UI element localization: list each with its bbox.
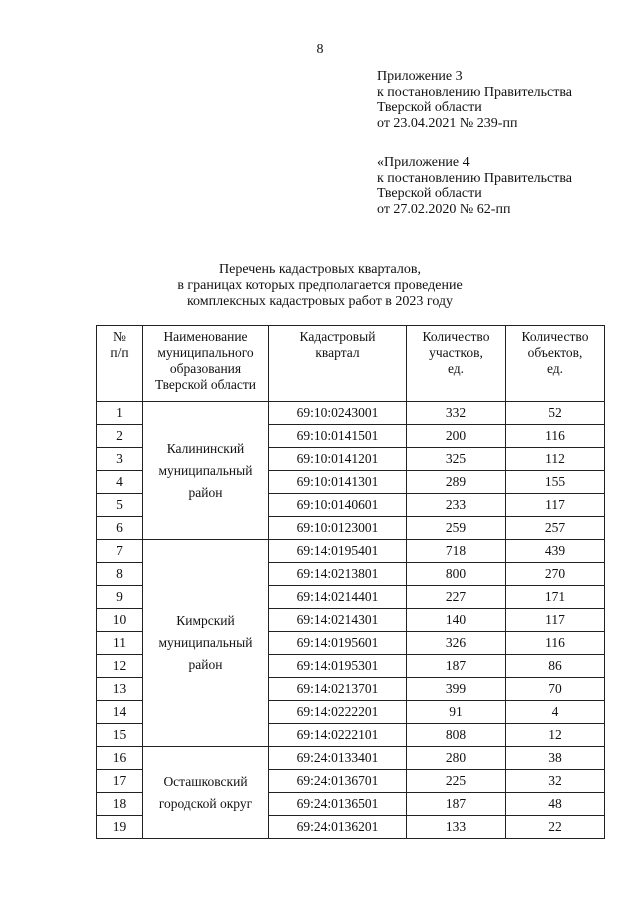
cadastral-quarters-table: [96, 325, 605, 839]
plots-count: 325: [407, 448, 506, 471]
header-plots-line: Количество: [422, 329, 490, 344]
appendix-3-line: Приложение 3: [377, 69, 463, 84]
row-number: 16: [97, 747, 143, 770]
appendix-3-line: Тверской области: [377, 100, 482, 115]
cadastral-quarter: 69:24:0136501: [269, 793, 407, 816]
table-row: [97, 540, 605, 563]
plots-count: 332: [407, 402, 506, 425]
cadastral-quarter: 69:14:0195601: [269, 632, 407, 655]
municipality-name: [143, 747, 269, 839]
plots-count: 225: [407, 770, 506, 793]
appendix-4-line: к постановлению Правительства: [377, 170, 573, 186]
row-number: 10: [97, 609, 143, 632]
municipality-name-line: муниципальный: [158, 635, 253, 650]
cadastral-quarter: 69:10:0243001: [269, 402, 407, 425]
objects-count: 38: [506, 747, 605, 770]
header-quarter-line: квартал: [315, 345, 360, 360]
header-municipality-line: Тверской области: [155, 377, 256, 392]
plots-count: 187: [407, 655, 506, 678]
municipality-name-line: район: [188, 484, 223, 500]
cadastral-quarter: 69:10:0140601: [269, 494, 407, 517]
row-number: 5: [97, 494, 143, 517]
row-number: 13: [97, 678, 143, 701]
objects-count: 22: [506, 816, 605, 839]
appendix-3-line: к постановлению Правительства: [377, 84, 573, 100]
objects-count: 270: [506, 563, 605, 586]
row-number: 6: [97, 517, 143, 540]
plots-count: 718: [407, 540, 506, 563]
objects-count: 32: [506, 770, 605, 793]
title-line: в границах которых предполагается проведение: [177, 278, 463, 293]
header-plots-line: участков,: [429, 345, 483, 360]
plots-count: 289: [407, 471, 506, 494]
cadastral-quarter: 69:24:0136701: [269, 770, 407, 793]
row-number: 1: [97, 402, 143, 425]
row-number: 12: [97, 655, 143, 678]
plots-count: 808: [407, 724, 506, 747]
header-quarter-line: Кадастровый: [299, 329, 376, 344]
cadastral-quarter: 69:14:0213701: [269, 678, 407, 701]
objects-count: 117: [506, 494, 605, 517]
cadastral-quarter: 69:14:0214401: [269, 586, 407, 609]
header-municipality-line: муниципального: [157, 345, 254, 360]
plots-count: 399: [407, 678, 506, 701]
header-num-line: п/п: [110, 345, 129, 360]
cadastral-quarter: 69:14:0213801: [269, 563, 407, 586]
objects-count: 70: [506, 678, 605, 701]
plots-count: 91: [407, 701, 506, 724]
table-header: [97, 326, 605, 402]
header-objects-line: ед.: [546, 361, 564, 376]
municipality-name: [143, 402, 269, 540]
plots-count: 133: [407, 816, 506, 839]
header-municipality-line: образования: [169, 361, 242, 376]
cadastral-quarter: 69:14:0222201: [269, 701, 407, 724]
objects-count: 52: [506, 402, 605, 425]
plots-count: 800: [407, 563, 506, 586]
appendix-4-reference: [377, 155, 572, 217]
row-number: 8: [97, 563, 143, 586]
appendix-4-line: Тверской области: [377, 186, 482, 201]
cadastral-quarter: 69:10:0141301: [269, 471, 407, 494]
cadastral-quarter: 69:10:0141501: [269, 425, 407, 448]
header-plots-line: ед.: [447, 361, 465, 376]
row-number: 9: [97, 586, 143, 609]
header-row: [97, 326, 605, 402]
header-objects-line: Количество: [521, 329, 589, 344]
header-num-line: №: [113, 329, 126, 344]
cadastral-quarter: 69:24:0133401: [269, 747, 407, 770]
header-plots: [407, 326, 506, 402]
header-num: [97, 326, 143, 402]
cadastral-quarter: 69:24:0136201: [269, 816, 407, 839]
row-number: 19: [97, 816, 143, 839]
row-number: 3: [97, 448, 143, 471]
municipality-name-line: Осташковский: [163, 773, 248, 789]
objects-count: 12: [506, 724, 605, 747]
table-body: [97, 402, 605, 839]
municipality-name-line: Калининский: [166, 440, 245, 456]
appendix-3-reference: [377, 69, 572, 131]
plots-count: 326: [407, 632, 506, 655]
municipality-name-line: Кимрский: [176, 613, 235, 628]
objects-count: 116: [506, 425, 605, 448]
title-line: комплексных кадастровых работ в 2023 году: [186, 294, 454, 309]
header-objects-line: объектов,: [527, 345, 583, 360]
plots-count: 280: [407, 747, 506, 770]
plots-count: 233: [407, 494, 506, 517]
cadastral-quarter: 69:10:0141201: [269, 448, 407, 471]
row-number: 7: [97, 540, 143, 563]
row-number: 2: [97, 425, 143, 448]
objects-count: 171: [506, 586, 605, 609]
title-line: Перечень кадастровых кварталов,: [219, 262, 421, 277]
municipality-name: [143, 540, 269, 747]
objects-count: 86: [506, 655, 605, 678]
table-row: [97, 402, 605, 425]
objects-count: 4: [506, 701, 605, 724]
cadastral-quarter: 69:14:0222101: [269, 724, 407, 747]
municipality-name-line: городской округ: [158, 795, 253, 811]
row-number: 14: [97, 701, 143, 724]
header-objects: [506, 326, 605, 402]
plots-count: 259: [407, 517, 506, 540]
row-number: 15: [97, 724, 143, 747]
header-municipality-line: Наименование: [163, 329, 248, 344]
row-number: 17: [97, 770, 143, 793]
objects-count: 48: [506, 793, 605, 816]
cadastral-quarter: 69:14:0195301: [269, 655, 407, 678]
row-number: 11: [97, 632, 143, 655]
objects-count: 155: [506, 471, 605, 494]
objects-count: 117: [506, 609, 605, 632]
objects-count: 439: [506, 540, 605, 563]
plots-count: 187: [407, 793, 506, 816]
objects-count: 257: [506, 517, 605, 540]
page-number: 8: [316, 42, 324, 57]
plots-count: 140: [407, 609, 506, 632]
plots-count: 200: [407, 425, 506, 448]
row-number: 18: [97, 793, 143, 816]
objects-count: 112: [506, 448, 605, 471]
municipality-name-line: муниципальный: [158, 462, 253, 478]
appendix-3-line: от 23.04.2021 № 239-пп: [377, 115, 518, 131]
cadastral-quarter: 69:14:0195401: [269, 540, 407, 563]
header-quarter: [269, 326, 407, 402]
municipality-name-line: район: [188, 657, 223, 672]
plots-count: 227: [407, 586, 506, 609]
appendix-4-line: «Приложение 4: [377, 155, 470, 170]
cadastral-quarter: 69:14:0214301: [269, 609, 407, 632]
header-municipality: [143, 326, 269, 402]
document-title: [0, 262, 640, 310]
objects-count: 116: [506, 632, 605, 655]
appendix-4-line: от 27.02.2020 № 62-пп: [377, 201, 511, 217]
table-row: [97, 747, 605, 770]
row-number: 4: [97, 471, 143, 494]
cadastral-quarter: 69:10:0123001: [269, 517, 407, 540]
